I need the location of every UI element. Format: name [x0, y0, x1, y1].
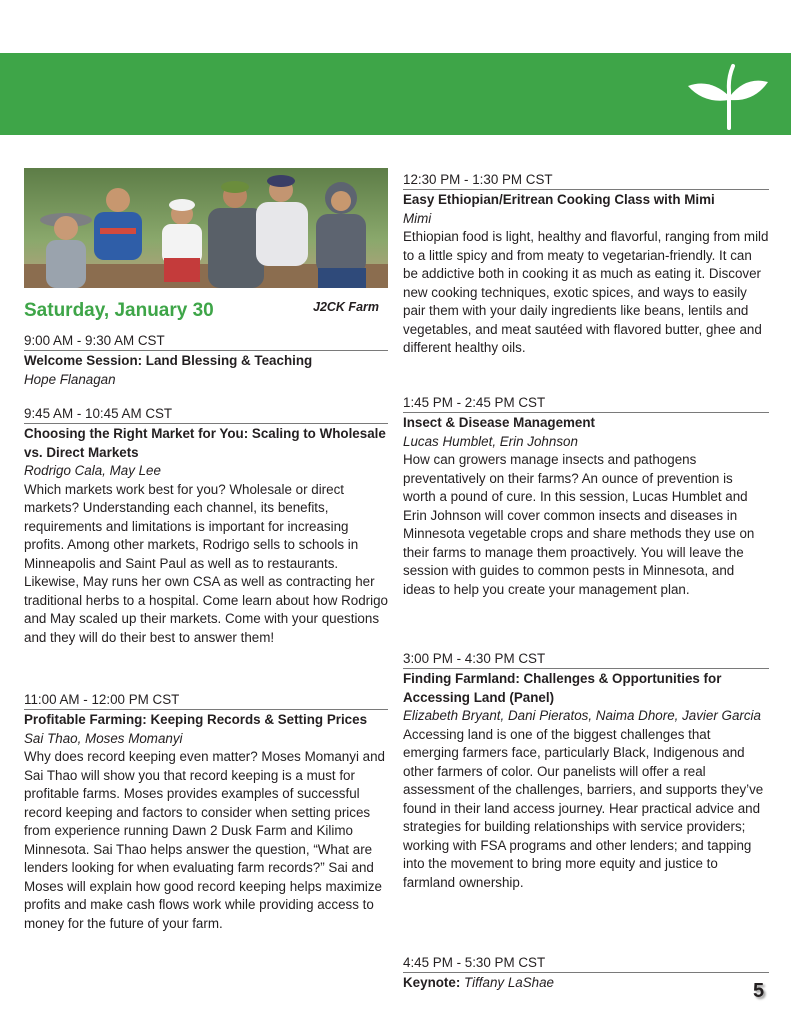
session-time: 12:30 PM - 1:30 PM CST	[403, 172, 769, 190]
session-time: 3:00 PM - 4:30 PM CST	[403, 651, 769, 669]
session-speakers: Lucas Humblet, Erin Johnson	[403, 433, 578, 449]
session-title: Choosing the Right Market for You: Scaling to Wholesale vs. Direct Markets	[24, 426, 386, 460]
session-description: Why does record keeping even matter? Moses Momanyi and Sai Thao will show you that record keeping is a must for profitable farms. Moses provides examples of successful record keeping and factors to consider when setting prices from experience running Dawn 2 Dusk Farm and Kilimo Minnesota. Sai Thao helps answer the question, “What are lenders looking for when evaluating farm records?” Sai and Moses will explain how good record keeping helps maximize profits and make cash flows work while providing access to money for the future of your farm.	[24, 749, 385, 931]
session-description: Ethiopian food is light, healthy and flavorful, ranging from mild to a little spicy and from meaty to vegetarian-friendly. It can be addictive both in cooking it as much as eating it. Discover new cooking techniques, exotic spices, and ways to easily pair them with your daily ingredients like beans, lentils and vegetables, and meat sautéed with flavored butter, ghee and different healthy oils.	[403, 229, 769, 355]
session-title: Insect & Disease Management	[403, 415, 596, 430]
keynote-line	[403, 974, 769, 993]
sprout-logo-icon	[684, 60, 770, 130]
session-welcome	[24, 333, 388, 389]
header-banner	[0, 53, 791, 135]
session-time: 9:00 AM - 9:30 AM CST	[24, 333, 388, 351]
session-speakers: Elizabeth Bryant, Dani Pieratos, Naima Dhore, Javier Garcia	[403, 708, 761, 723]
session-time: 4:45 PM - 5:30 PM CST	[403, 955, 769, 973]
session-speakers: Rodrigo Cala, May Lee	[24, 463, 161, 478]
session-cooking	[403, 172, 769, 358]
session-insects	[403, 395, 769, 599]
session-time: 11:00 AM - 12:00 PM CST	[24, 692, 388, 710]
session-title: Welcome Session: Land Blessing & Teaching	[24, 353, 313, 368]
keynote-label: Keynote:	[403, 975, 461, 990]
session-description: Accessing land is one of the biggest challenges that emerging farmers face, particularly Black, Indigenous and other farmers of color. Our panelists will offer a real assessment of the challenges, barriers, and supports they’ve found in their land access journey. Hear practical advice and strategies for building relationships with service providers; working with FSA programs and other lenders; and tapping into the movement to bring more equity and justice to farmland ownership.	[403, 726, 764, 890]
session-time: 1:45 PM - 2:45 PM CST	[403, 395, 769, 413]
photo-caption: J2CK Farm	[313, 300, 379, 314]
session-records	[24, 692, 388, 933]
family-photo	[24, 168, 388, 288]
session-keynote	[403, 955, 769, 993]
session-speakers: Sai Thao, Moses Momanyi	[24, 730, 183, 746]
session-markets	[24, 406, 388, 647]
session-title: Profitable Farming: Keeping Records & Setting Prices	[24, 712, 368, 727]
family-photo-icon	[24, 168, 388, 288]
session-description: Which markets work best for you? Wholesale or direct markets? Understanding each channel, its benefits, requirements and limitations is important for increasing profits. Among other markets, Rodrigo sells to schools in Minneapolis and Saint Paul as well as to restaurants. Likewise, May runs her own CSA as well as contracting her traditional herbs to a hospital. Come learn about how Rodrigo and May scaled up their markets. Come with your questions and they will do their best to answer them!	[24, 481, 388, 645]
page-number: 5	[753, 980, 765, 1002]
session-farmland	[403, 651, 769, 892]
session-title: Finding Farmland: Challenges & Opportunities for Accessing Land (Panel)	[403, 671, 722, 705]
session-description: How can growers manage insects and pathogens preventatively on their farms? An ounce of prevention is worth a pound of cure. In this session, Lucas Humblet and Erin Johnson will cover common insects and diseases in Minnesota vegetable crops and share methods they use on their farms to manage them proactively. You will leave the session with guides to common pests in Minnesota, and ideas to help you create your management plan.	[403, 452, 755, 597]
session-speakers: Mimi	[403, 210, 432, 226]
session-speakers: Hope Flanagan	[24, 371, 116, 387]
session-time: 9:45 AM - 10:45 AM CST	[24, 406, 388, 424]
keynote-speaker: Tiffany LaShae	[464, 975, 554, 990]
day-title: Saturday, January 30	[24, 300, 214, 321]
session-title: Easy Ethiopian/Eritrean Cooking Class with Mimi	[403, 192, 715, 207]
